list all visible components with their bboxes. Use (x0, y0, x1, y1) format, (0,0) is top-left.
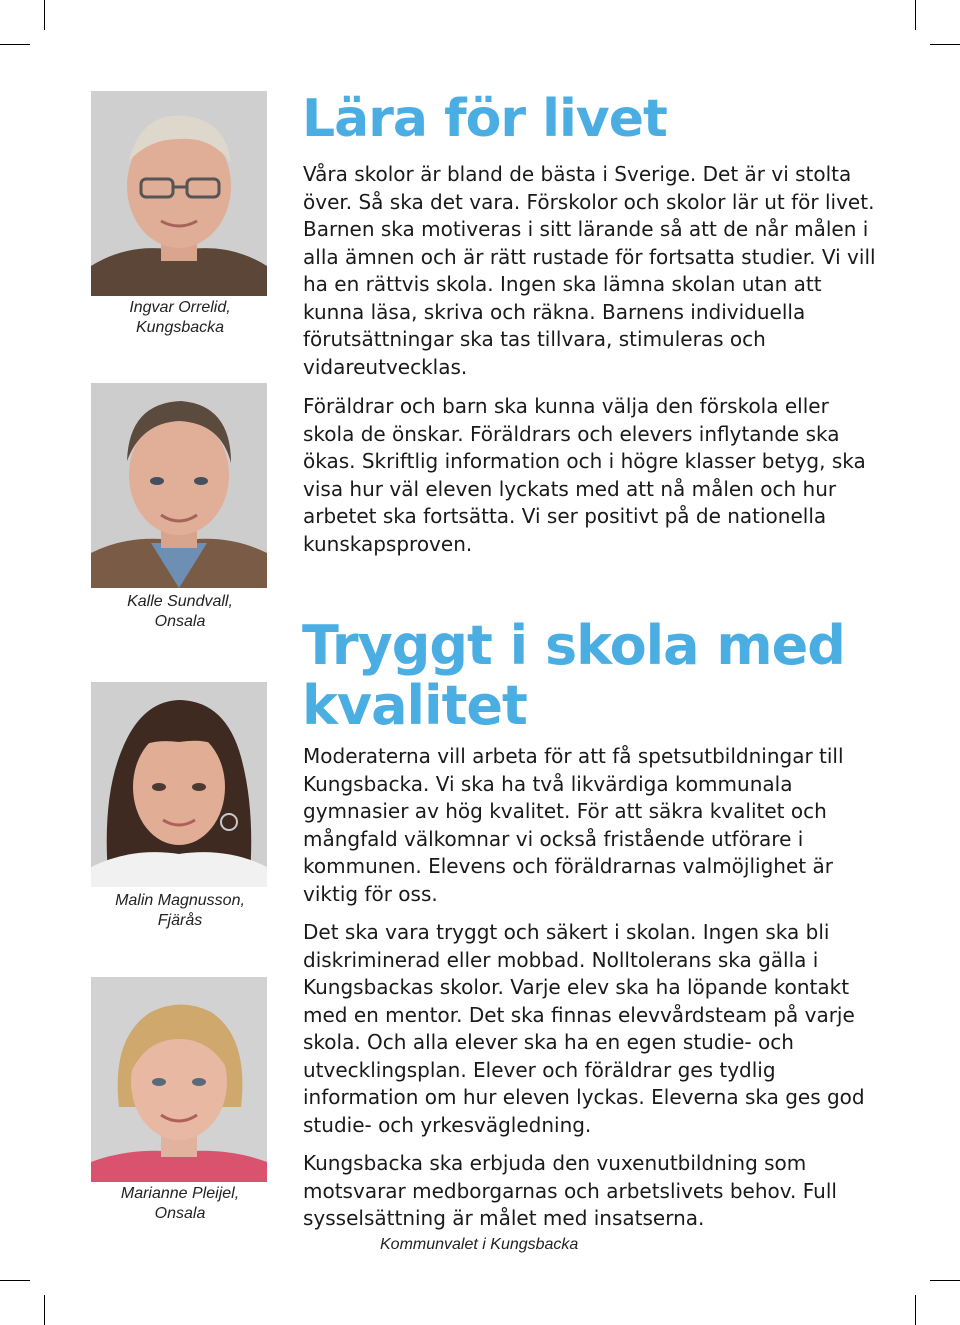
person-caption (84, 891, 276, 931)
person-place: Kungsbacka (135, 319, 225, 336)
person-caption (84, 1184, 276, 1224)
portrait-photo (91, 91, 267, 296)
person-name: Ingvar Orrelid, (129, 299, 231, 316)
crop-mark (915, 0, 916, 30)
person-place: Fjärås (157, 912, 203, 929)
crop-mark (44, 1295, 45, 1325)
portrait-photo (91, 682, 267, 887)
footer-text: Kommunvalet i Kungsbacka (380, 1236, 579, 1253)
person-name: Malin Magnusson, (115, 892, 245, 909)
portrait-photo (91, 977, 267, 1182)
crop-mark (930, 1280, 960, 1281)
body-paragraph: Våra skolor är bland de bästa i Sverige. Det är vi stolta över. Så ska det vara. Förskolor och skolor lär ut för livet. Barnen ska motiveras i sitt lärande så att de når målen i alla ämnen och är rätt rustade för fortsatta studier. Vi vill ha en rättvis skola. Ingen ska lämna skolan utan att kunna läsa, skriva och räkna. Barnens individuella förutsättningar ska tas tillvara, stimuleras och vidareutvecklas. (303, 162, 876, 379)
crop-mark (0, 44, 30, 45)
body-paragraph: Moderaterna vill arbeta för att få spetsutbildningar till Kungsbacka. Vi ska ha två likvärdiga kommunala gymnasier av hög kvalitet. För att säkra kvalitet och mångfald välkomnar vi också fristående utförare i kommunen. Elevens och föräldrarnas valmöjlighet är viktig för oss. (303, 744, 844, 906)
person-place: Onsala (154, 1205, 206, 1222)
body-paragraph: Föräldrar och barn ska kunna välja den förskola eller skola de önskar. Föräldrars och elevers inflytande ska ökas. Skriftlig information och i högre klasser betyg, ska visa hur väl eleven lyckats med att nå målen och hur arbetet ska fortsätta. Vi ser positivt på de nationella kunskapsproven. (303, 394, 866, 556)
portrait-photo (91, 383, 267, 588)
body-paragraph: Kungsbacka ska erbjuda den vuxenutbildning som motsvarar medborgarnas och arbetslivets behov. Full sysselsättning är målet med insatserna. (303, 1151, 837, 1230)
section-heading: Lära för livet (302, 89, 667, 149)
person-caption (84, 592, 276, 632)
crop-mark (0, 1280, 30, 1281)
crop-mark (930, 44, 960, 45)
person-name: Marianne Pleijel, (120, 1185, 240, 1202)
person-name: Kalle Sundvall, (127, 593, 233, 610)
person-caption (84, 298, 276, 338)
section-heading: Tryggt i skola med kvalitet (302, 614, 845, 737)
crop-mark (915, 1295, 916, 1325)
person-place: Onsala (154, 613, 206, 630)
body-paragraph: Det ska vara tryggt och säkert i skolan. Ingen ska bli diskriminerad eller mobbad. Nolltolerans ska gälla i Kungsbackas skolor. Varje elev ska ha löpande kontakt med en mentor. Det ska finnas elevvårdsteam på varje skola. Och alla elever ska ha en egen studie- och utvecklingsplan. Elever och föräldrar ges tydlig information om hur eleven lyckas. Eleverna ska ges god studie- och yrkesvägledning. (303, 920, 865, 1137)
crop-mark (44, 0, 45, 30)
